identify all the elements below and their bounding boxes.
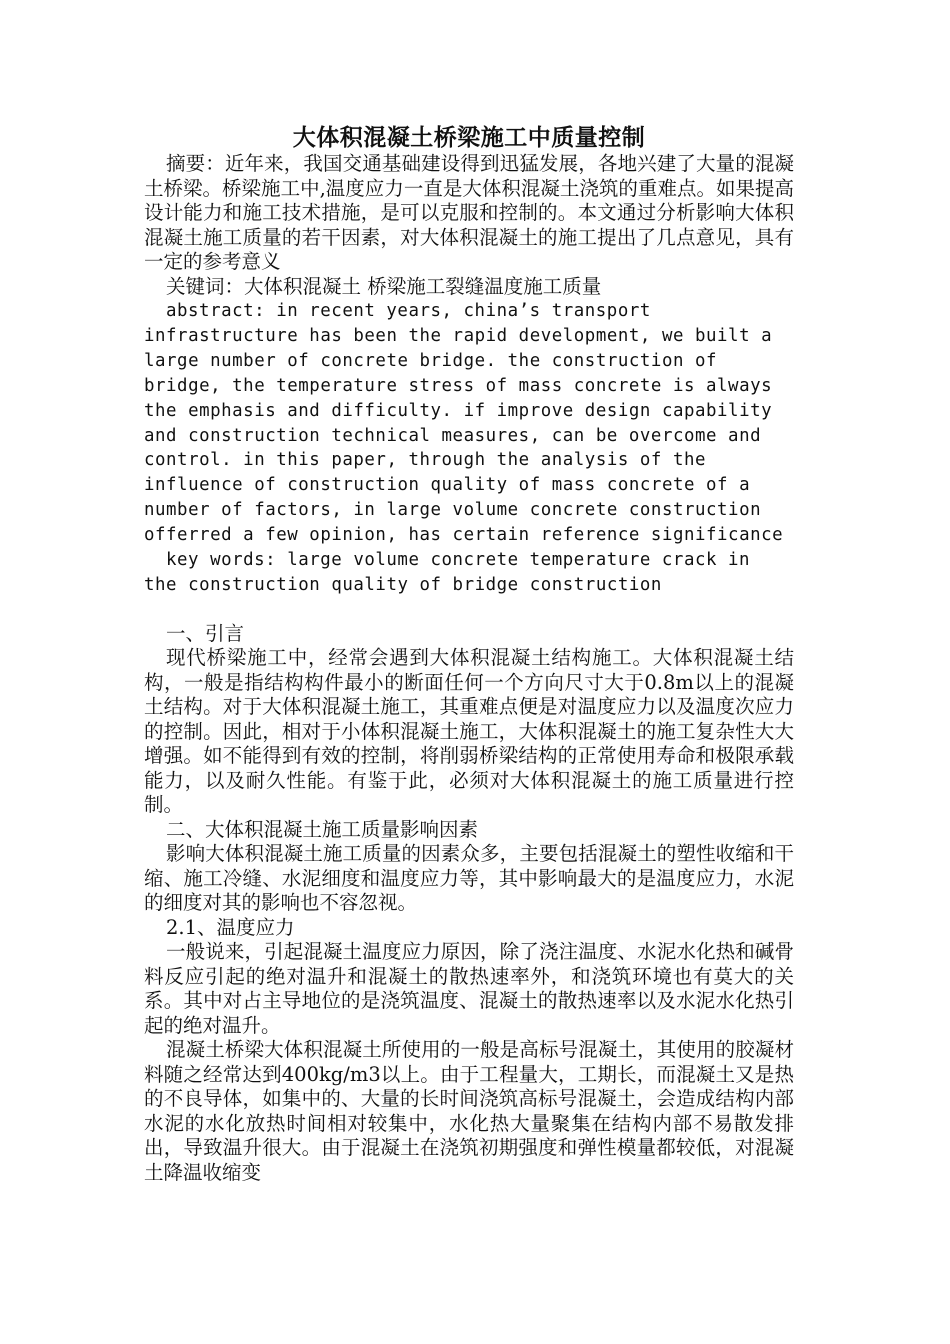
section-heading-introduction: 一、引言 [166, 621, 245, 645]
section-heading-factors: 二、大体积混凝土施工质量影响因素 [166, 817, 479, 841]
introduction-paragraph: 现代桥梁施工中，经常会遇到大体积混凝土结构施工。大体积混凝土结构，一般是指结构构件最小的断面任何一个方向尺寸大于0.8m以上的混凝土结构。对于大体积混凝土施工，其重难点便是对温度应力以及温度次应力的控制。因此，相对于小体积混凝土施工，大体积混凝土的施工复杂性大大增强。如不能得到有效的控制，将削弱桥梁结构的正常使用寿命和极限承载能力，以及耐久性能。有鉴于此，必须对大体积混凝土的施工质量进行控制。 [144, 646, 794, 817]
factors-paragraph: 影响大体积混凝土施工质量的因素众多，主要包括混凝土的塑性收缩和干缩、施工冷缝、水泥细度和温度应力等，其中影响最大的是温度应力，水泥的细度对其的影响也不容忽视。 [144, 842, 794, 915]
temperature-stress-paragraph-2: 混凝土桥梁大体积混凝土所使用的一般是高标号混凝土，其使用的胶凝材料随之经常达到400kg/m3以上。由于工程量大，工期长，而混凝土又是热的不良导体，如集中的、大量的长时间浇筑高标号混凝土，会造成结构内部水泥的水化放热时间相对较集中，水化热大量聚集在结构内部不易散发排出，导致温升很大。由于混凝土在浇筑初期强度和弹性模量都较低，对混凝土降温收缩变 [144, 1038, 794, 1184]
document-title: 大体积混凝土桥梁施工中质量控制 [292, 124, 646, 151]
abstract-english: abstract: in recent years, china’s transport infrastructure has been the rapid development, we built a large number of concrete bridge. the construction of bridge, the temperature stress of mass concrete is always the emphasis and difficulty. if improve design capability and construction technical measures, can be overcome and control. in this paper, through the analysis of the influence of construction quality of mass concrete of a number of factors, in large volume concrete construction offerred a few opinion, has certain reference significance [144, 301, 784, 546]
abstract-chinese: 摘要：近年来，我国交通基础建设得到迅猛发展，各地兴建了大量的混凝土桥梁。桥梁施工中,温度应力一直是大体积混凝土浇筑的重难点。如果提高设计能力和施工技术措施，是可以克服和控制的。本文通过分析影响大体积混凝土施工质量的若干因素，对大体积混凝土的施工提出了几点意见，具有一定的参考意义 [144, 152, 794, 273]
section-heading-temperature-stress: 2.1、温度应力 [166, 915, 295, 939]
keywords-english: key words: large volume concrete temperature crack in the construction quality of bridge construction [144, 550, 751, 595]
document-page [144, 124, 794, 1185]
temperature-stress-paragraph-1: 一般说来，引起混凝土温度应力原因，除了浇注温度、水泥水化热和碱骨料反应引起的绝对温升和混凝土的散热速率外，和浇筑环境也有莫大的关系。其中对占主导地位的是浇筑温度、混凝土的散热速率以及水泥水化热引起的绝对温升。 [144, 940, 794, 1037]
spacer [144, 598, 794, 622]
keywords-chinese: 关键词：大体积混凝土 桥梁施工裂缝温度施工质量 [166, 274, 602, 298]
